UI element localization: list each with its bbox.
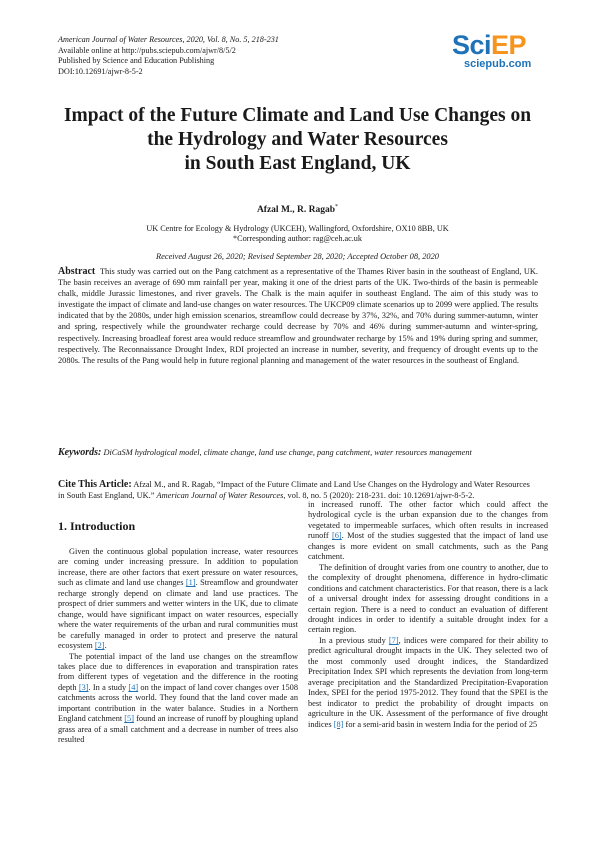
cite-journal: American Journal of Water Resources: [156, 491, 284, 501]
publisher-line: Published by Science and Education Publishing: [58, 56, 215, 66]
text-run: found an increase of runoff by ploughing upland grass area of a small catchment and a decrease in number of trees also resulted: [58, 714, 298, 745]
text-run: . Streamflow and groundwater recharge strongly depend on climate and land use practices. The prospect of drier summers and wetter winters in the UK, due to climate change, would have significant impact on water resources, especially where the water requirements of the urban and rural communities must be carefully managed in order to protect and preserve the natural ecosystem: [58, 578, 298, 651]
keywords-block: [58, 448, 538, 459]
right-column: [308, 500, 548, 730]
citation-link[interactable]: [4]: [128, 682, 139, 692]
keywords-label: Keywords:: [58, 447, 102, 458]
text-run: . Most of the studies suggested that the impact of land use changes is more evident on small catchments, such as the Pang catchment.: [308, 531, 549, 562]
section-heading: 1. Introduction: [58, 519, 136, 533]
abstract-block: [58, 266, 538, 366]
keywords-text: DiCaSM hydrological model, climate change, land use change, pang catchment, water resources management: [103, 448, 472, 457]
citation-link[interactable]: [6]: [331, 531, 342, 541]
paragraph: [58, 652, 298, 746]
article-title: [20, 104, 575, 176]
text-run: .: [104, 641, 107, 651]
doi-line[interactable]: DOI:10.12691/ajwr-8-5-2: [58, 66, 143, 76]
affiliation: [0, 224, 595, 245]
citation-link[interactable]: [1]: [185, 578, 196, 588]
text-run: In a previous study: [319, 635, 389, 645]
cite-label: Cite This Article:: [58, 479, 132, 490]
citation-link[interactable]: [7]: [388, 635, 399, 645]
cite-text-a: Afzal M., and R. Ragab, “Impact of the Future Climate and Land Use Changes on the Hydrology and Water Resources in South East England, UK.”: [58, 480, 530, 501]
corresponding-author-line[interactable]: *Corresponding author: rag@ceh.ac.uk: [233, 234, 362, 244]
text-run: , indices were compared for their ability to predict agricultural drought impacts in the UK. They selected two of the most commonly used drought indices, the Standardized Precipitation Index SPI which represents the deviation from long-term average precipitation and the Standardized Precipitation-Evaporation Index, SPEI for the period 1975-2012. They found that the SPEI is the best indicator to predict the probability of drought impacts on agriculture in the UK. Assessment of the performance of five drought indices: [308, 635, 548, 729]
logo-ep-text: EP: [491, 30, 527, 60]
title-line-2: the Hydrology and Water Resources: [147, 129, 448, 150]
text-run: . In a study: [88, 682, 129, 692]
journal-citation-line: American Journal of Water Resources, 2020, Vol. 8, No. 5, 218-231: [58, 35, 279, 44]
sciep-logo[interactable]: [452, 30, 542, 72]
journal-header: [58, 35, 279, 77]
affiliation-line: UK Centre for Ecology & Hydrology (UKCEH), Wallingford, Oxfordshire, OX10 8BB, UK: [146, 224, 449, 233]
title-line-1: Impact of the Future Climate and Land Use Changes on: [63, 105, 532, 126]
citation-link[interactable]: [5]: [124, 714, 135, 724]
paragraph: [308, 636, 548, 730]
received-dates: Received August 26, 2020; Revised September 28, 2020; Accepted October 08, 2020: [156, 252, 439, 261]
text-run: in increased runoff. The other factor which could affect the hydrological cycle is the urban expansion due to the changes from vegetated to impermeable surfaces, which often results in increased runoff: [308, 500, 548, 541]
abstract-text: This study was carried out on the Pang catchment as a representative of the Thames River basin in the southeast of England, UK. The basin receives an average of 690 mm rainfall per year, making it one of the driest parts of the UK. Two-thirds of the basin is permeable chalk, middle Jurassic limestones, and river gravels. The Chalk is the main aquifer in southeast England. The aim of this study was to investigate the impact of climate and land-use changes on water resources. The UKCP09 climate scenarios up to 2099 were applied. The results indicated that by the 2080s, under high emission scenarios, streamflow could decrease by 37%, 32%, and 70% during summer-autumn, winter and spring, respectively while the groundwater recharge could decrease by 70% and 46% during summer-autumn and winter-spring, respectively. Increasing broadleaf forest area would reduce streamflow and groundwater recharge by 15% and 19% during spring and summer, respectively. The Reconnaissance Drought Index, RDI projected an increase in number, severity, and frequency of drought events up to the 2080s. The results of the Pang would help in future regional planning and management of the water resources in the southeast of England.: [58, 267, 539, 365]
text-run: on the impact of land cover changes over 1508 catchments across the world. They found that the land cover made an important contribution in the water balance. Studies in a Northern England catchment: [58, 682, 298, 724]
paragraph: [58, 547, 298, 652]
paragraph: The definition of drought varies from one country to another, due to the complexity of drought phenomena, difference in hydro-climatic conditions and catchment characteristics. For that reason, there is a lack of a universal drought index for assessing drought conditions in a certain region. There is a need to conduct an evaluation of different drought indices in order to identify a suitable drought index for a certain region.: [308, 562, 548, 635]
author-line: [0, 204, 595, 215]
logo-sci-text: Sci: [452, 30, 492, 60]
available-online-line[interactable]: Available online at http://pubs.sciepub.com/ajwr/8/5/2: [58, 45, 236, 55]
title-line-3: in South East England, UK: [184, 153, 411, 174]
left-column: [58, 547, 298, 746]
citation-link[interactable]: [8]: [333, 719, 344, 729]
author-names: Afzal M., R. Ragab: [256, 205, 336, 216]
corresponding-mark: *: [335, 204, 339, 210]
cite-text-b: , vol. 8, no. 5 (2020): 218-231. doi: 10.12691/ajwr-8-5-2.: [283, 491, 475, 501]
text-run: for a semi-arid basin in western India for the period of 25: [343, 719, 538, 729]
cite-block: [58, 479, 538, 501]
text-run: Given the continuous global population increase, water resources are coming under increasing pressure. In addition to population increase, there are other factors that exert pressure on water resources, such as climate and land use changes: [58, 547, 298, 588]
logo-url-text: sciepub.com: [464, 58, 532, 70]
paragraph: [308, 500, 548, 563]
citation-link[interactable]: [3]: [78, 682, 89, 692]
abstract-label: Abstract: [58, 266, 96, 277]
text-run: The potential impact of the land use changes on the streamflow takes place due to differences in evaporation and transpiration rates from different types of vegetation and the difference in the rooting depth: [58, 651, 298, 692]
citation-link[interactable]: [2]: [94, 641, 105, 651]
